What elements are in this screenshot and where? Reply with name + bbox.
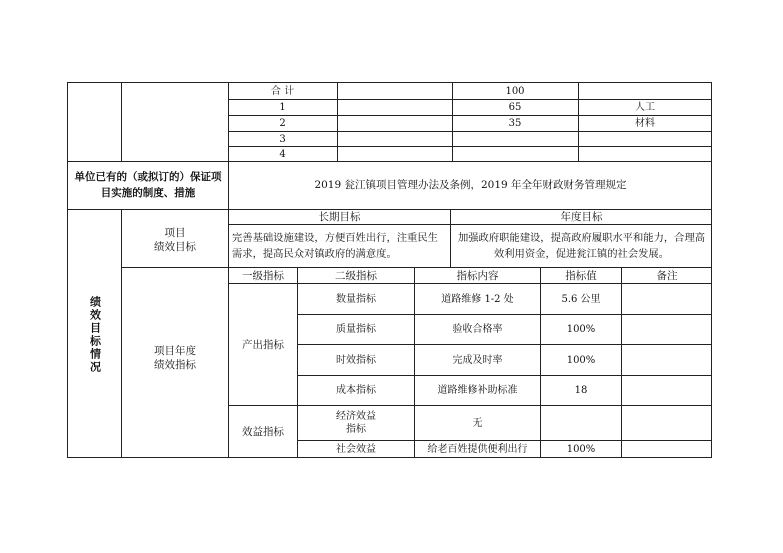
- indicator-content: 验收合格率: [452, 324, 503, 335]
- budget-row-number: 4: [279, 148, 286, 160]
- budget-row-value: 65: [508, 101, 522, 113]
- annual-header: 年度目标: [560, 211, 603, 223]
- indicator-content: 道路维修补助标准: [437, 385, 518, 396]
- col-level1: 一级指标: [242, 269, 284, 282]
- indicator-value: 100%: [566, 324, 596, 335]
- budget-total-label: 合 计: [270, 85, 295, 97]
- indicator-value: 100%: [566, 354, 596, 366]
- output-indicator-label: 产出指标: [242, 338, 284, 351]
- budget-row-number: 2: [279, 117, 286, 129]
- indicator-level2: 时效指标: [336, 354, 376, 366]
- indicator-content: 无: [472, 417, 483, 429]
- long-term-header: 长期目标: [318, 211, 361, 223]
- col-level2: 二级指标: [335, 269, 377, 282]
- long-term-text: 完善基础设施建设，方便百姓出行，注重民生需求，提高民众对镇政府的满意度。: [232, 232, 438, 260]
- budget-row-note: 人工: [635, 101, 655, 113]
- system-content: 2019 瓮江镇项目管理办法及条例，2019 年全年财政财务管理规定: [314, 179, 627, 191]
- budget-row-number: 1: [279, 101, 286, 113]
- benefit-indicator-label: 效益指标: [242, 426, 284, 438]
- budget-row-value: [452, 132, 578, 147]
- col-note: 备注: [656, 269, 678, 282]
- col-value: 指标值: [565, 269, 597, 282]
- budget-row-note: [578, 132, 712, 147]
- budget-row-note: 材料: [635, 117, 655, 129]
- indicator-content: 完成及时率: [452, 354, 503, 366]
- indicator-level2: 成本指标: [336, 385, 376, 396]
- indicator-level2: 社会效益: [336, 444, 376, 455]
- performance-section-label: 绩效目标情况: [88, 296, 102, 374]
- indicator-value: 18: [574, 385, 588, 396]
- budget-row-value: 35: [508, 117, 522, 129]
- budget-row-note: [578, 147, 712, 162]
- budget-row-value: [452, 147, 578, 162]
- indicator-level2: 经济效益 指标: [336, 411, 376, 435]
- budget-total-value: 100: [505, 85, 525, 97]
- budget-row-number: 3: [279, 133, 286, 145]
- indicator-content: 道路维修 1-2 处: [441, 293, 514, 305]
- annual-indicator-label: 项目年度 绩效指标: [154, 345, 196, 371]
- system-label: 单位已有的（或拟订的）保证项目实施的制度、措施: [74, 171, 222, 199]
- indicator-level2: 质量指标: [336, 324, 376, 335]
- indicator-value: 100%: [566, 444, 596, 455]
- indicator-level2: 数量指标: [336, 293, 376, 305]
- project-goal-label: 项目 绩效目标: [154, 227, 196, 253]
- indicator-content: 给老百姓提供便利出行: [427, 444, 528, 455]
- indicator-value: [541, 406, 621, 440]
- col-content: 指标内容: [456, 269, 499, 282]
- annual-text: 加强政府职能建设，提高政府履职水平和能力，合理高效利用资金，促进瓮江镇的社会发展。: [457, 232, 706, 260]
- indicator-value: 5.6 公里: [561, 293, 601, 305]
